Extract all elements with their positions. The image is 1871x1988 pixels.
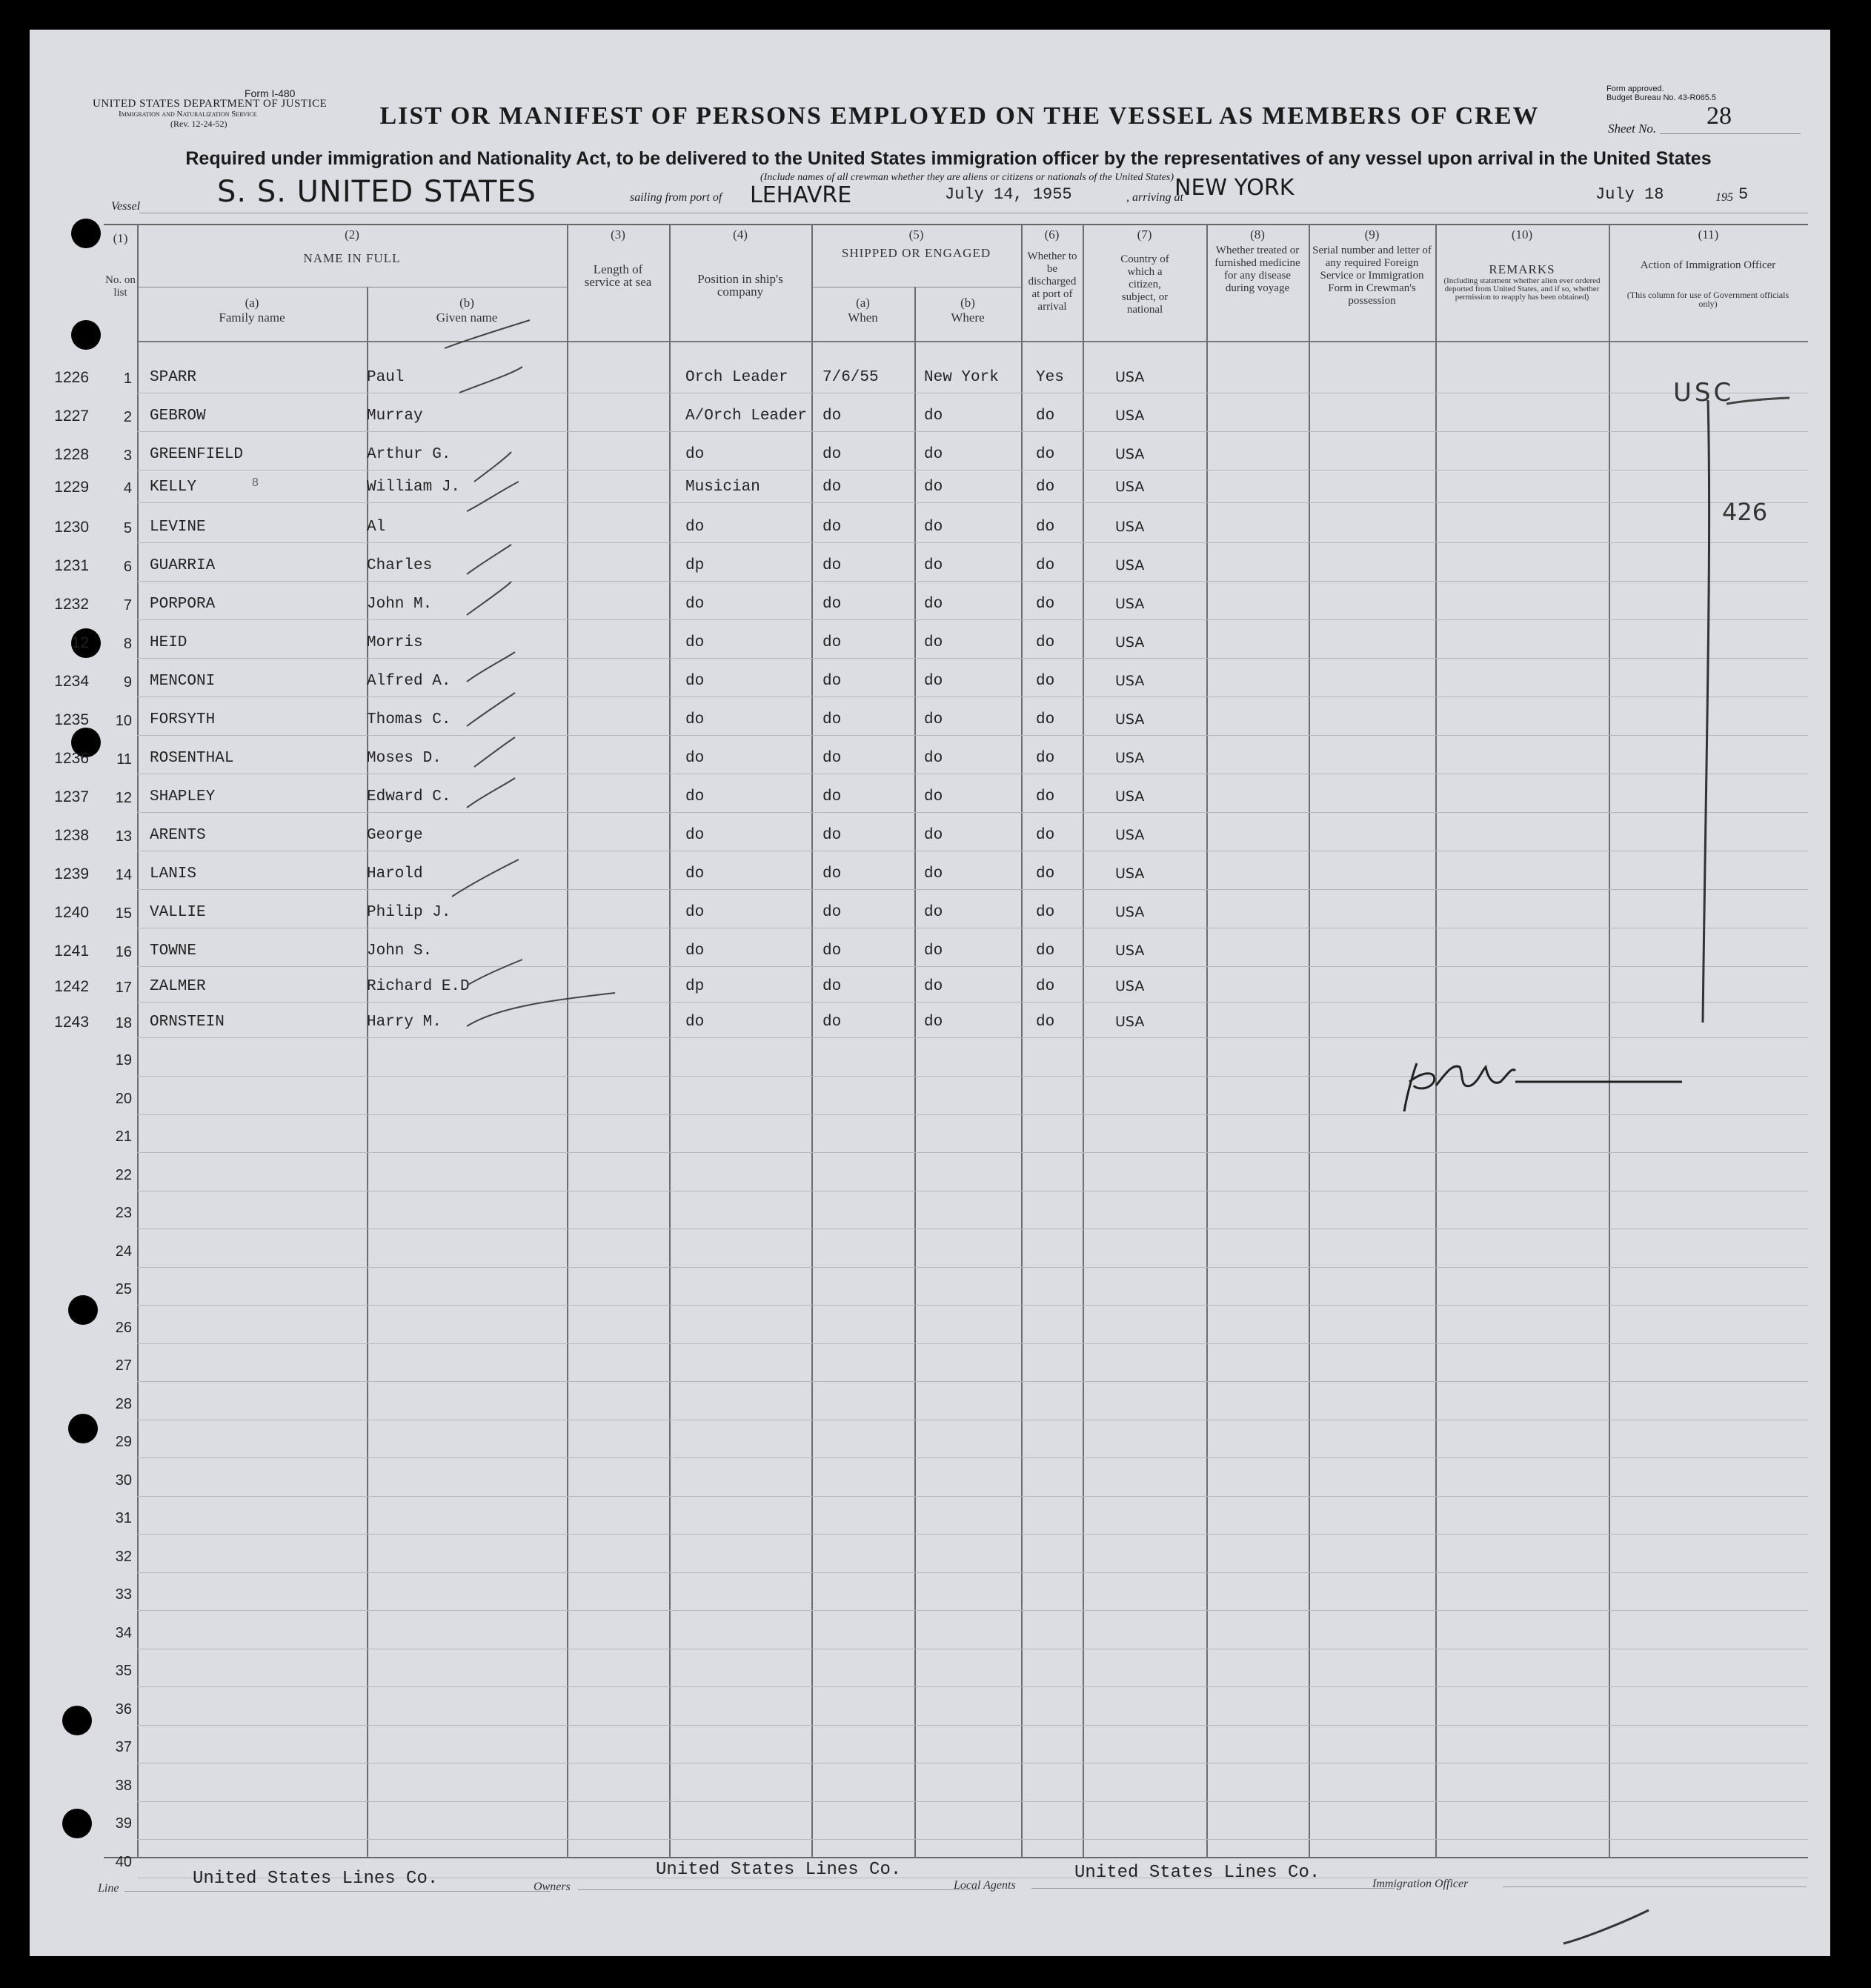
list-number: 26	[115, 1320, 132, 1336]
position: dp	[685, 978, 705, 995]
list-number: 28	[115, 1396, 132, 1412]
discharge-status: do	[1036, 788, 1055, 805]
given-name: Harold	[367, 865, 423, 882]
shipped-where: do	[924, 711, 943, 728]
position: dp	[685, 557, 705, 574]
col5b-label: Where	[951, 310, 985, 325]
shipped-where: do	[924, 634, 943, 651]
given-name: William J.	[367, 479, 461, 496]
sailing-label: sailing from port of	[630, 191, 722, 204]
list-number: 27	[115, 1357, 132, 1374]
list-number: 1	[123, 370, 132, 387]
discharge-status: do	[1036, 1014, 1055, 1031]
country: USA	[1115, 1014, 1145, 1030]
col8-label: Whether treated or furnished medicine for any disease during voyage	[1214, 245, 1300, 294]
position: A/Orch Leader	[685, 408, 807, 425]
given-name: John S.	[367, 943, 433, 960]
port-of-departure: LEHAVRE	[750, 182, 852, 208]
list-number: 32	[115, 1549, 132, 1565]
family-name: ARENTS	[150, 827, 206, 844]
family-name: LEVINE	[150, 519, 206, 536]
list-number: 2	[123, 409, 132, 425]
col11-note: (This column for use of Government officials only)	[1626, 290, 1789, 309]
shipped-when: 7/6/55	[822, 369, 879, 386]
family-name: GEBROW	[150, 408, 206, 425]
list-number: 23	[115, 1205, 132, 1221]
sheet-label: Sheet No.	[1608, 122, 1657, 136]
list-number: 34	[115, 1625, 132, 1641]
list-number: 39	[115, 1815, 132, 1832]
position: do	[685, 865, 705, 882]
list-number: 21	[115, 1128, 132, 1145]
line-number: 1226	[54, 369, 89, 386]
col2b-number: (b)	[459, 296, 474, 310]
col7-label: Country of which a citizen, subject, or national	[1120, 253, 1169, 316]
sail-date: July 14, 1955	[945, 185, 1072, 204]
discharge-status: do	[1036, 943, 1055, 960]
manifest-sheet	[30, 30, 1830, 1956]
discharge-status: Yes	[1036, 369, 1064, 386]
given-name: Morris	[367, 634, 423, 651]
position: do	[685, 1014, 705, 1031]
shipped-when: do	[822, 978, 842, 995]
given-name: Alfred A.	[367, 673, 451, 690]
given-name: Paul	[367, 369, 405, 386]
count-annotation: 426	[1722, 498, 1768, 526]
shipped-when: do	[822, 596, 842, 613]
line-number: 1227	[54, 408, 89, 425]
line-number: 1239	[54, 865, 89, 882]
arrival-port: NEW YORK	[1174, 175, 1295, 201]
col10-label: REMARKS	[1489, 262, 1555, 276]
discharge-status: do	[1036, 978, 1055, 995]
sheet-number: 28	[1707, 102, 1732, 130]
shipped-when: do	[822, 557, 842, 574]
list-number: 15	[115, 905, 132, 922]
arrival-date: July 18	[1595, 185, 1664, 204]
family-name: MENCONI	[150, 673, 216, 690]
col10-note: (Including statement whether alien ever ordered deported from United States, and if so, whether permission to reapply has been obtained)	[1443, 276, 1601, 302]
given-name: Moses D.	[367, 750, 442, 767]
line-number: 1240	[54, 904, 89, 921]
discharge-status: do	[1036, 408, 1055, 425]
list-number: 11	[116, 751, 132, 768]
line-value: United States Lines Co.	[193, 1869, 439, 1889]
approval-bureau: Budget Bureau No. 43-R065.5	[1606, 93, 1716, 102]
line-number: 1231	[54, 557, 89, 574]
shipped-where: do	[924, 788, 943, 805]
shipped-when: do	[822, 479, 842, 496]
agents-label: Local Agents	[954, 1879, 1016, 1892]
family-name: TOWNE	[150, 943, 197, 960]
vessel-label: Vessel	[111, 200, 141, 213]
line-number: 1241	[54, 943, 89, 960]
country: USA	[1115, 943, 1145, 959]
country: USA	[1115, 479, 1145, 495]
given-name: Harry M.	[367, 1014, 442, 1031]
form-number: Form I-480	[245, 87, 296, 99]
line-number: 1230	[54, 519, 89, 536]
line-number: 1235	[54, 711, 89, 728]
list-number: 36	[115, 1701, 132, 1718]
shipped-where: do	[924, 408, 943, 425]
list-number: 25	[115, 1281, 132, 1297]
country: USA	[1115, 596, 1145, 612]
discharge-status: do	[1036, 750, 1055, 767]
country: USA	[1115, 978, 1145, 994]
list-number: 31	[115, 1510, 132, 1526]
given-name: Richard E.D	[367, 978, 470, 995]
col5b-number: (b)	[960, 296, 975, 310]
given-name: Murray	[367, 408, 423, 425]
col11-number: (11)	[1698, 227, 1719, 242]
country: USA	[1115, 634, 1145, 651]
list-number: 14	[115, 867, 132, 883]
subtitle: Required under immigration and Nationality Act, to be delivered to the United States immigration officer by the representatives of any vessel upon arrival in the United States	[185, 148, 1712, 169]
discharge-status: do	[1036, 827, 1055, 844]
country: USA	[1115, 750, 1145, 766]
officer-label: Immigration Officer	[1372, 1878, 1469, 1890]
col5-number: (5)	[908, 227, 924, 242]
position: do	[685, 519, 705, 536]
shipped-where: do	[924, 446, 943, 463]
owners-value: United States Lines Co.	[656, 1860, 902, 1880]
col5-label: SHIPPED OR ENGAGED	[841, 246, 991, 260]
list-number: 40	[115, 1854, 132, 1870]
owners-label: Owners	[534, 1881, 571, 1893]
position: do	[685, 673, 705, 690]
list-number: 37	[115, 1739, 132, 1755]
col2a-label: Family name	[219, 310, 285, 325]
arrival-year-digit: 5	[1738, 185, 1749, 204]
col5a-number: (a)	[856, 296, 870, 310]
col10-number: (10)	[1511, 227, 1533, 242]
country: USA	[1115, 408, 1145, 424]
country: USA	[1115, 557, 1145, 574]
shipped-where: do	[924, 978, 943, 995]
position: do	[685, 750, 705, 767]
given-name: Edward C.	[367, 788, 451, 805]
family-name: PORPORA	[150, 596, 216, 613]
family-name: SPARR	[150, 369, 197, 386]
discharge-status: do	[1036, 673, 1055, 690]
service-name: Immigration and Naturalization Service	[119, 110, 257, 119]
country: USA	[1115, 904, 1145, 920]
country: USA	[1115, 369, 1145, 385]
list-number: 17	[115, 980, 132, 996]
list-number: 7	[123, 597, 132, 614]
position: Orch Leader	[685, 369, 788, 386]
position: do	[685, 634, 705, 651]
line-number: 1237	[54, 788, 89, 805]
shipped-when: do	[822, 865, 842, 882]
list-number: 35	[115, 1663, 132, 1679]
list-number: 20	[115, 1091, 132, 1107]
family-name: KELLY	[150, 479, 197, 496]
shipped-where: do	[924, 596, 943, 613]
vessel-name: S. S. UNITED STATES	[217, 175, 536, 209]
line-number: 1238	[54, 827, 89, 844]
position: do	[685, 596, 705, 613]
shipped-where: do	[924, 557, 943, 574]
arriving-label: , arriving at	[1126, 191, 1183, 204]
discharge-status: do	[1036, 446, 1055, 463]
position: do	[685, 904, 705, 921]
line-number: 12	[71, 634, 89, 651]
shipped-where: New York	[924, 369, 999, 386]
col1-label: No. on list	[105, 274, 136, 299]
col1-number: (1)	[113, 231, 128, 245]
col2b-label: Given name	[436, 310, 498, 325]
list-number: 12	[115, 790, 132, 806]
include-note: (Include names of all crewman whether they are aliens or citizens or nationals of the United States)	[760, 172, 1174, 183]
shipped-when: do	[822, 827, 842, 844]
position: do	[685, 788, 705, 805]
family-name: GREENFIELD	[150, 446, 244, 463]
line-number: 1236	[54, 750, 89, 767]
family-name: ZALMER	[150, 978, 206, 995]
shipped-when: do	[822, 1014, 842, 1031]
family-name: GUARRIA	[150, 557, 216, 574]
list-number: 29	[115, 1434, 132, 1450]
col5a-label: When	[848, 310, 878, 325]
given-name: George	[367, 827, 423, 844]
shipped-where: do	[924, 1014, 943, 1031]
country: USA	[1115, 711, 1145, 728]
shipped-when: do	[822, 519, 842, 536]
list-number: 3	[123, 448, 132, 464]
shipped-when: do	[822, 446, 842, 463]
line-label: Line	[98, 1882, 119, 1895]
country: USA	[1115, 519, 1145, 535]
line-number: 1242	[54, 978, 89, 995]
shipped-when: do	[822, 408, 842, 425]
country: USA	[1115, 673, 1145, 689]
discharge-status: do	[1036, 519, 1055, 536]
given-name: Philip J.	[367, 904, 451, 921]
given-name: Charles	[367, 557, 433, 574]
list-number: 33	[115, 1586, 132, 1603]
shipped-where: do	[924, 943, 943, 960]
list-number: 4	[123, 480, 132, 496]
col11-label: Action of Immigration Officer	[1640, 259, 1776, 271]
line-number: 1234	[54, 673, 89, 690]
list-number: 38	[115, 1778, 132, 1794]
approval-line: Form approved.	[1606, 84, 1664, 93]
position: do	[685, 943, 705, 960]
family-name: HEID	[150, 634, 187, 651]
col3-label: Length of service at sea	[584, 262, 652, 289]
list-number: 9	[123, 674, 132, 691]
col4-label: Position in ship's company	[697, 272, 783, 299]
family-name: SHAPLEY	[150, 788, 216, 805]
list-number: 10	[115, 713, 132, 729]
officer-signature	[1408, 1113, 1409, 1114]
arrival-year-prefix: 195	[1715, 191, 1733, 204]
shipped-when: do	[822, 673, 842, 690]
col4-number: (4)	[733, 227, 748, 242]
pencil-strokes	[30, 30, 1830, 1956]
given-name: Arthur G.	[367, 446, 451, 463]
list-number: 5	[123, 520, 132, 536]
discharge-status: do	[1036, 479, 1055, 496]
usc-annotation: USC	[1673, 378, 1735, 408]
list-number: 18	[115, 1015, 132, 1031]
agents-value: United States Lines Co.	[1074, 1863, 1320, 1883]
shipped-when: do	[822, 711, 842, 728]
country: USA	[1115, 827, 1145, 843]
col3-number: (3)	[611, 227, 625, 242]
shipped-where: do	[924, 827, 943, 844]
col2-label: NAME IN FULL	[303, 251, 401, 265]
line-number: 1243	[54, 1014, 89, 1031]
department-name: UNITED STATES DEPARTMENT OF JUSTICE	[93, 98, 328, 110]
line-number: 1232	[54, 596, 89, 613]
family-name: VALLIE	[150, 904, 206, 921]
col9-number: (9)	[1364, 227, 1380, 242]
shipped-where: do	[924, 519, 943, 536]
shipped-where: do	[924, 479, 943, 496]
list-number: 13	[115, 828, 132, 845]
kelly-mark: 8	[252, 476, 259, 489]
shipped-where: do	[924, 865, 943, 882]
shipped-where: do	[924, 904, 943, 921]
given-name: Al	[367, 519, 386, 536]
discharge-status: do	[1036, 596, 1055, 613]
position: do	[685, 711, 705, 728]
position: Musician	[685, 479, 760, 496]
family-name: FORSYTH	[150, 711, 216, 728]
line-number: 1228	[54, 446, 89, 463]
col6-number: (6)	[1044, 227, 1060, 242]
country: USA	[1115, 446, 1145, 462]
col8-number: (8)	[1250, 227, 1265, 242]
discharge-status: do	[1036, 634, 1055, 651]
list-number: 19	[115, 1052, 132, 1068]
col9-label: Serial number and letter of any required Foreign Service or Immigration Form in Crewman's possession	[1312, 245, 1432, 307]
discharge-status: do	[1036, 904, 1055, 921]
col2a-number: (a)	[245, 296, 259, 310]
col2-number: (2)	[345, 227, 359, 242]
position: do	[685, 446, 705, 463]
shipped-when: do	[822, 634, 842, 651]
col7-number: (7)	[1137, 227, 1152, 242]
country: USA	[1115, 865, 1145, 882]
list-number: 16	[115, 944, 132, 960]
shipped-where: do	[924, 750, 943, 767]
page-title: LIST OR MANIFEST OF PERSONS EMPLOYED ON THE VESSEL AS MEMBERS OF CREW	[379, 102, 1540, 130]
line-number: 1229	[54, 479, 89, 496]
shipped-when: do	[822, 943, 842, 960]
list-number: 8	[123, 636, 132, 652]
position: do	[685, 827, 705, 844]
list-number: 30	[115, 1472, 132, 1489]
list-number: 22	[115, 1167, 132, 1183]
shipped-when: do	[822, 904, 842, 921]
family-name: ROSENTHAL	[150, 750, 234, 767]
discharge-status: do	[1036, 711, 1055, 728]
list-number: 6	[123, 559, 132, 575]
shipped-when: do	[822, 750, 842, 767]
given-name: John M.	[367, 596, 433, 613]
form-revision: (Rev. 12-24-52)	[170, 119, 227, 129]
list-number: 24	[115, 1243, 132, 1260]
shipped-where: do	[924, 673, 943, 690]
given-name: Thomas C.	[367, 711, 451, 728]
country: USA	[1115, 788, 1145, 805]
discharge-status: do	[1036, 557, 1055, 574]
discharge-status: do	[1036, 865, 1055, 882]
family-name: LANIS	[150, 865, 197, 882]
col6-label: Whether to be discharged at port of arrival	[1027, 250, 1077, 313]
shipped-when: do	[822, 788, 842, 805]
family-name: ORNSTEIN	[150, 1014, 225, 1031]
